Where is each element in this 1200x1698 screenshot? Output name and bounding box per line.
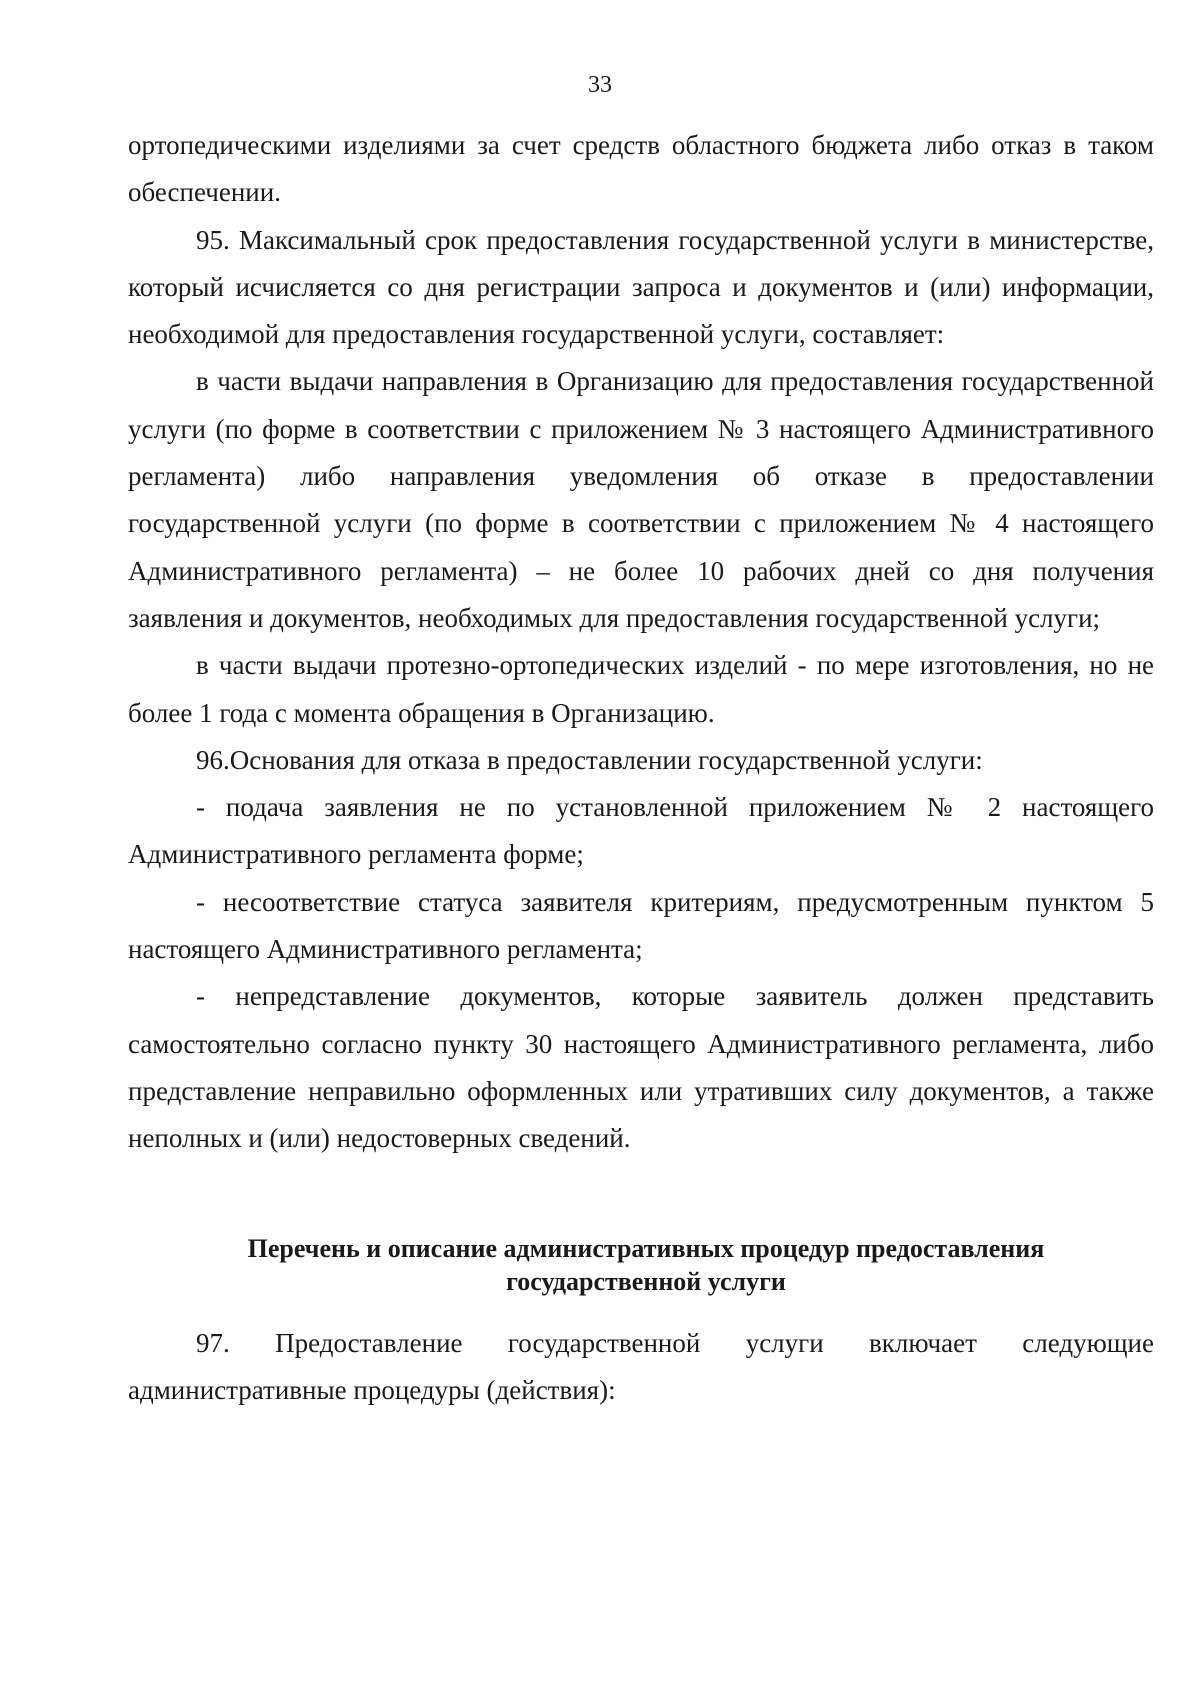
refusal-reason-3: - непредставление документов, которые заявитель должен представить самостоятельно согласно пункту 30 настоящего Административного регламента, либо представление неправильно оформленных или утративших силу документов, а также неполных и (или) недостоверных сведений. [128,981,1154,1154]
document-body [128,122,1154,1414]
paragraph-96: 96.Основания для отказа в предоставлении государственной услуги: [196,744,983,775]
paragraph-95-part-direction: в части выдачи направления в Организацию для предоставления государственной услуги (по форме в соответствии с приложением № 3 настоящего Административного регламента) либо направления уведомления об отказе в предоставлении государственной услуги (по форме в соответствии с приложением № 4 настоящего Административного регламента) – не более 10 рабочих дней со дня получения заявления и документов, необходимых для предоставления государственной услуги; [128,366,1154,633]
paragraph-97: 97. Предоставление государственной услуги включает следующие административные процедуры (действия): [128,1327,1154,1405]
page-number: 33 [588,72,612,98]
paragraph-continuation: ортопедическими изделиями за счет средств областного бюджета либо отказ в таком обеспечении. [128,130,1154,208]
refusal-reason-2: - несоответствие статуса заявителя критериям, предусмотренным пунктом 5 настоящего Административного регламента; [128,886,1154,965]
refusal-reason-1: - подача заявления не по установленной приложением № 2 настоящего Административного регламента форме; [128,792,1154,870]
paragraph-95-part-products: в части выдачи протезно-ортопедических изделий - по мере изготовления, но не более 1 года с момента обращения в Организацию. [128,650,1154,728]
paragraph-95: 95. Максимальный срок предоставления государственной услуги в министерстве, который исчисляется со дня регистрации запроса и документов и (или) информации, необходимой для предоставления государственной услуги, составляет: [128,224,1154,350]
section-heading: Перечень и описание административных процедур предоставления государственной услуги [247,1233,1045,1296]
